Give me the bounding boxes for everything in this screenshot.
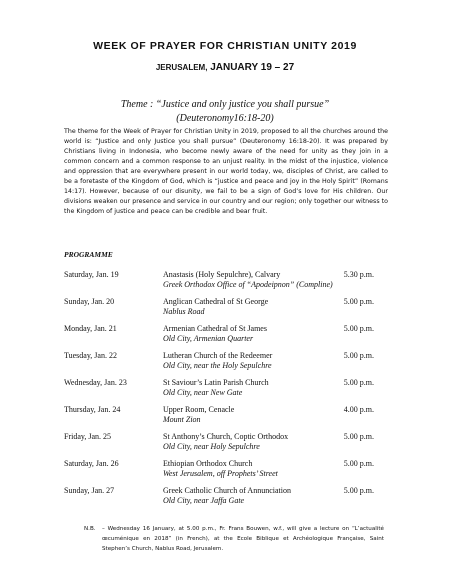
programme-time: 5.00 p.m.	[343, 486, 374, 495]
venue-name: Armenian Cathedral of St James	[163, 324, 267, 333]
intro-paragraph: The theme for the Week of Prayer for Christian Unity in 2019, proposed to all the churches around the world is: “Justice and only Justice you shall pursue” (Deuteronomy 16:18-20). It was prepared by Christians living in Indonesia, who become newly aware of the need for unity as they join in a common concern and a common response to an unjust reality. In the midst of the injustice, violence and oppression that are everywhere present in our world today, we, disciples of Christ, are called to be a foretaste of the Kingdom of God, which is “justice and peace and joy in the Holy Spirit” (Romans 14:17). However, because of our disunity, we fail to be a sign of God’s love for His children. Our divisions weaken our presence and service in our country and our region; only together our witness to the Kingdom of justice and peace can be credible and bear fruit.	[64, 128, 388, 215]
programme-row	[64, 270, 394, 297]
venue-name: Upper Room, Cenacle	[163, 405, 235, 414]
programme-time: 5.30 p.m.	[343, 270, 374, 279]
venue-location: Nablus Road	[163, 307, 205, 316]
nb-note	[84, 524, 384, 554]
theme-reference: (Deuteronomy16:18-20)	[176, 113, 274, 124]
programme-row	[64, 432, 394, 459]
programme-date: Monday, Jan. 21	[64, 324, 117, 333]
programme-row	[64, 324, 394, 351]
programme-time: 5.00 p.m.	[343, 297, 374, 306]
venue-name: Lutheran Church of the Redeemer	[163, 351, 273, 360]
venue-name: St Saviour’s Latin Parish Church	[163, 378, 269, 387]
programme-row	[64, 405, 394, 432]
subtitle-place: JERUSALEM,	[155, 63, 208, 72]
nb-text: – Wednesday 16 January, at 5.00 p.m., Fr. Frans Bouwen, w.f., will give a lecture on “L’actualité œcuménique en 2018” (in French), at the Ecole Biblique et Archéologique Française, Saint Stephen’s Church, Nablus Road, Jerusalem.	[102, 526, 384, 552]
programme-venue	[163, 297, 363, 317]
programme-date: Wednesday, Jan. 23	[64, 378, 127, 387]
venue-location: Old City, near Jaffa Gate	[163, 496, 245, 505]
programme-row	[64, 297, 394, 324]
programme-time: 4.00 p.m.	[343, 405, 374, 414]
nb-label: N.B.	[84, 526, 96, 532]
venue-location: Mount Zion	[163, 415, 201, 424]
programme-date: Saturday, Jan. 26	[64, 459, 119, 468]
document-subtitle	[0, 62, 450, 73]
programme-heading: PROGRAMME	[64, 250, 113, 259]
programme-date: Friday, Jan. 25	[64, 432, 112, 441]
theme-block	[0, 98, 450, 126]
programme-time: 5.00 p.m.	[343, 351, 374, 360]
venue-location: Old City, Armenian Quarter	[163, 334, 254, 343]
venue-location: Old City, near Holy Sepulchre	[163, 442, 260, 451]
programme-time: 5.00 p.m.	[343, 432, 374, 441]
programme-date: Thursday, Jan. 24	[64, 405, 121, 414]
programme-list	[64, 270, 394, 513]
programme-venue	[163, 270, 363, 290]
programme-time: 5.00 p.m.	[343, 459, 374, 468]
programme-date: Sunday, Jan. 27	[64, 486, 115, 495]
document-title: WEEK OF PRAYER FOR CHRISTIAN UNITY 2019	[93, 40, 357, 52]
programme-venue	[163, 324, 363, 344]
programme-time: 5.00 p.m.	[343, 324, 374, 333]
venue-name: Anglican Cathedral of St George	[163, 297, 269, 306]
venue-name: Ethiopian Orthodox Church	[163, 459, 253, 468]
venue-name: Greek Catholic Church of Annunciation	[163, 486, 291, 495]
venue-location: West Jerusalem, off Prophets’ Street	[163, 469, 278, 478]
programme-row	[64, 351, 394, 378]
programme-venue	[163, 378, 363, 398]
programme-date: Saturday, Jan. 19	[64, 270, 119, 279]
programme-date: Sunday, Jan. 20	[64, 297, 115, 306]
venue-name: Anastasis (Holy Sepulchre), Calvary	[163, 270, 281, 279]
programme-venue	[163, 486, 363, 506]
programme-venue	[163, 351, 363, 371]
venue-location: Old City, near the Holy Sepulchre	[163, 361, 272, 370]
subtitle-dates: JANUARY 19 – 27	[210, 62, 295, 73]
programme-time: 5.00 p.m.	[343, 378, 374, 387]
programme-date: Tuesday, Jan. 22	[64, 351, 117, 360]
programme-venue	[163, 459, 363, 479]
programme-row	[64, 378, 394, 405]
programme-row	[64, 486, 394, 513]
programme-venue	[163, 432, 363, 452]
venue-location: Old City, near New Gate	[163, 388, 243, 397]
theme-line: Theme : “Justice and only justice you shall pursue”	[120, 99, 330, 110]
programme-row	[64, 459, 394, 486]
venue-location: Greek Orthodox Office of “Apodeipnon” (Compline)	[163, 280, 333, 289]
programme-venue	[163, 405, 363, 425]
venue-name: St Anthony’s Church, Coptic Orthodox	[163, 432, 289, 441]
